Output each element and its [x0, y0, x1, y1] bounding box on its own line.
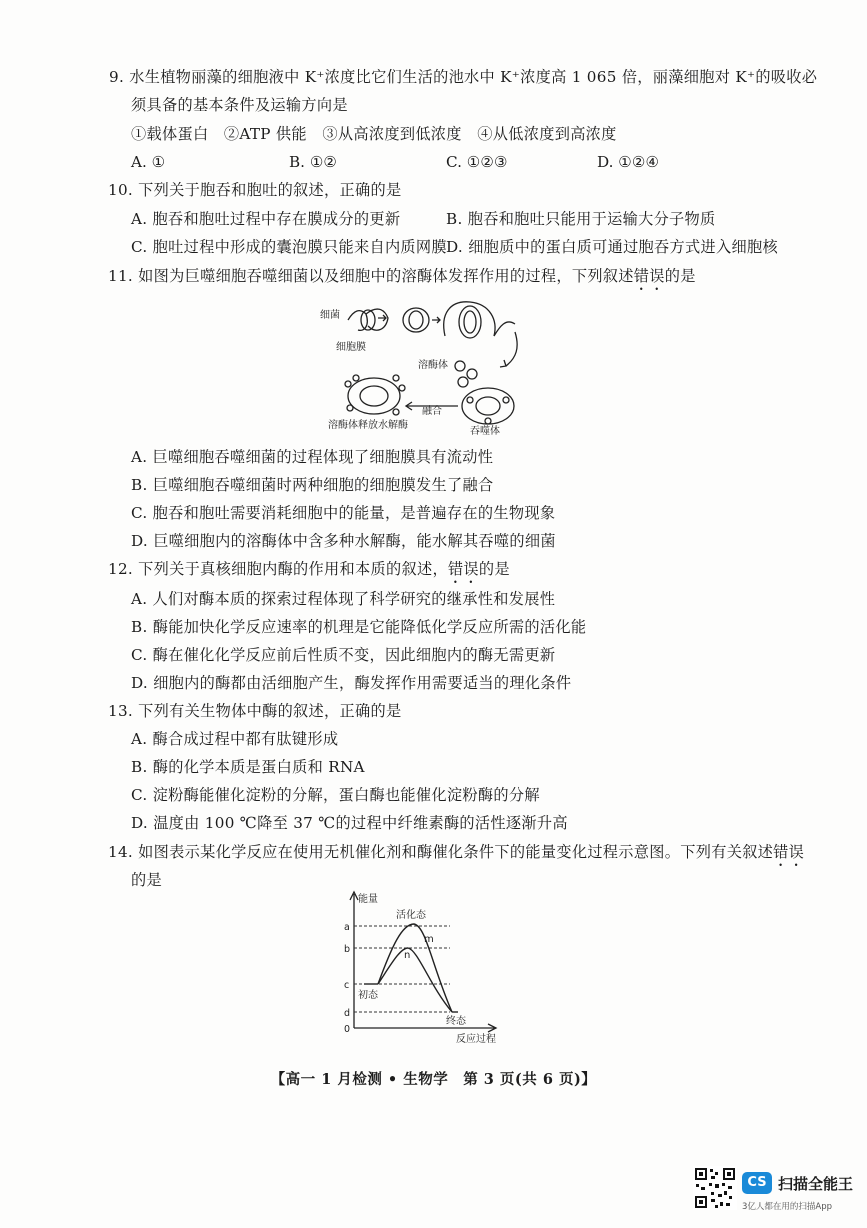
q9-stem-line1: 9. 水生植物丽藻的细胞液中 K⁺浓度比它们生活的池水中 K⁺浓度高 1 065 倍，丽藻细胞对 K⁺的吸收必 [109, 68, 818, 86]
q12-option-b: B. 酶能加快化学反应速率的机理是它能降低化学反应所需的活化能 [131, 618, 587, 636]
phagocytosis-diagram [320, 296, 530, 438]
label-fusion: 融合 [422, 406, 442, 417]
q12-stem [108, 559, 510, 587]
label-lysosome: 溶酶体 [418, 360, 448, 371]
q10-option-a: A. 胞吞和胞吐过程中存在膜成分的更新 [131, 210, 401, 228]
tick-zero: 0 [344, 1024, 351, 1035]
label-membrane: 细胞膜 [336, 342, 366, 353]
label-curve-m: m [424, 934, 434, 945]
q14-stem [108, 842, 804, 870]
q10-option-d: D. 细胞质中的蛋白质可通过胞吞方式进入细胞核 [446, 238, 778, 256]
q12-option-d: D. 细胞内的酶都由活细胞产生，酶发挥作用需要适当的理化条件 [131, 674, 572, 692]
q11-stem-post: 的是 [664, 267, 696, 285]
q9-option-a: A. ① [131, 153, 166, 171]
q11-option-c: C. 胞吞和胞吐需要消耗细胞中的能量，是普遍存在的生物现象 [131, 504, 556, 522]
label-bacteria: 细菌 [320, 310, 340, 321]
page-footer: 【高一 1 月检测 • 生物学 第 3 页(共 6 页)】 [270, 1071, 597, 1088]
label-final-state: 终态 [446, 1016, 466, 1027]
energy-diagram [340, 886, 510, 1048]
scanner-app-tagline: 3亿人都在用的扫描App [742, 1202, 833, 1212]
q9-items: ①载体蛋白 ②ATP 供能 ③从高浓度到低浓度 ④从低浓度到高浓度 [131, 125, 617, 143]
label-activated-state: 活化态 [396, 910, 426, 921]
q9-option-b: B. ①② [289, 153, 338, 171]
q12-stem-post: 的是 [478, 560, 510, 578]
tick-a: a [344, 922, 350, 933]
q13-option-a: A. 酶合成过程中都有肽键形成 [131, 730, 339, 748]
q11-stem-emphasis: 错误 [633, 267, 665, 285]
ylabel: 能量 [358, 894, 378, 905]
qr-code-icon [693, 1166, 737, 1210]
q13-option-b: B. 酶的化学本质是蛋白质和 RNA [131, 758, 365, 776]
q12-stem-emphasis: 错误 [447, 560, 479, 578]
q14-stem-line2: 的是 [131, 871, 162, 889]
scanner-logo-icon: CS [742, 1172, 772, 1194]
tick-d: d [344, 1008, 351, 1019]
q10-option-c: C. 胞吐过程中形成的囊泡膜只能来自内质网膜 [131, 238, 447, 256]
q14-stem-pre: 14. 如图表示某化学反应在使用无机催化剂和酶催化条件下的能量变化过程示意图。下列有关叙述 [108, 843, 774, 861]
q14-stem-emphasis: 错误 [773, 843, 805, 861]
q11-stem [108, 266, 696, 294]
q11-option-d: D. 巨噬细胞内的溶酶体中含多种水解酶，能水解其吞噬的细菌 [131, 532, 556, 550]
q12-option-a: A. 人们对酶本质的探索过程体现了科学研究的继承性和发展性 [131, 590, 556, 608]
q9-option-c: C. ①②③ [446, 153, 508, 171]
scanner-app-name: 扫描全能王 [778, 1175, 854, 1193]
q13-option-d: D. 温度由 100 ℃降至 37 ℃的过程中纤维素酶的活性逐渐升高 [131, 814, 568, 832]
curve-n [378, 948, 452, 1012]
label-phagosome: 吞噬体 [470, 426, 500, 437]
tick-c: c [344, 980, 350, 991]
q13-option-c: C. 淀粉酶能催化淀粉的分解，蛋白酶也能催化淀粉酶的分解 [131, 786, 540, 804]
q9-stem-line2: 须具备的基本条件及运输方向是 [131, 96, 348, 114]
q9-option-d: D. ①②④ [597, 153, 660, 171]
q12-option-c: C. 酶在催化化学反应前后性质不变，因此细胞内的酶无需更新 [131, 646, 556, 664]
q10-stem: 10. 下列关于胞吞和胞吐的叙述，正确的是 [108, 181, 402, 199]
label-initial-state: 初态 [358, 990, 378, 1001]
q10-option-b: B. 胞吞和胞吐只能用于运输大分子物质 [446, 210, 716, 228]
q13-stem: 13. 下列有关生物体中酶的叙述，正确的是 [108, 702, 402, 720]
tick-b: b [344, 944, 351, 955]
label-curve-n: n [404, 950, 411, 961]
q12-stem-pre: 12. 下列关于真核细胞内酶的作用和本质的叙述， [108, 560, 448, 578]
xlabel: 反应过程 [456, 1034, 496, 1045]
q11-option-a: A. 巨噬细胞吞噬细菌的过程体现了细胞膜具有流动性 [131, 448, 494, 466]
q11-option-b: B. 巨噬细胞吞噬细菌时两种细胞的细胞膜发生了融合 [131, 476, 494, 494]
q11-stem-pre: 11. 如图为巨噬细胞吞噬细菌以及细胞中的溶酶体发挥作用的过程，下列叙述 [108, 267, 634, 285]
label-release: 溶酶体释放水解酶 [328, 420, 408, 431]
